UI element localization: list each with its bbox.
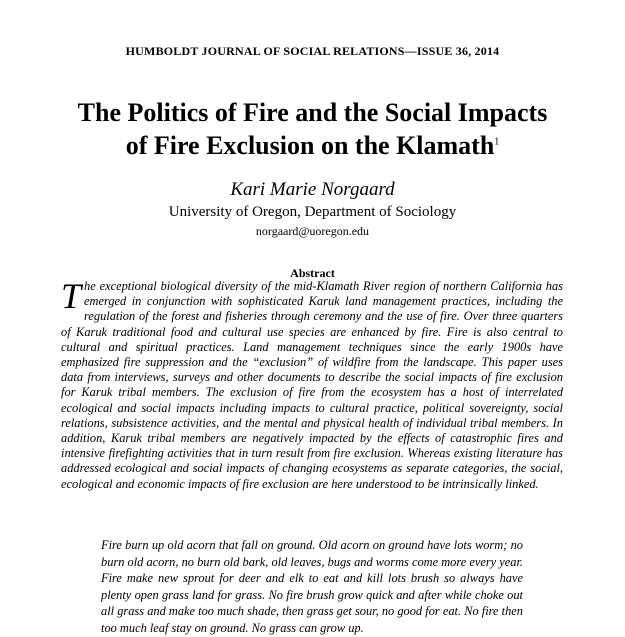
author-email[interactable]: norgaard@uoregon.edu xyxy=(255,224,370,238)
abstract-dropcap: T xyxy=(61,276,82,316)
author-affiliation: University of Oregon, Department of Sociology xyxy=(168,204,457,220)
abstract-heading: Abstract xyxy=(290,266,335,280)
journal-header: HUMBOLDT JOURNAL OF SOCIAL RELATIONS—ISSUE 36, 2014 xyxy=(125,44,500,58)
title-line-2-text: of Fire Exclusion on the Klamath xyxy=(125,131,495,160)
author-name: Kari Marie Norgaard xyxy=(230,179,395,200)
title-line-1: The Politics of Fire and the Social Impacts xyxy=(77,98,548,127)
article-title xyxy=(0,96,625,162)
abstract-body xyxy=(61,276,563,492)
title-footnote-marker[interactable]: 1 xyxy=(494,136,500,148)
title-line-2 xyxy=(0,129,625,162)
epigraph-quote: Fire burn up old acorn that fall on ground. Old acorn on ground have lots worm; no burn old acorn, no burn old bark, old leaves, bugs and worms come more every year. Fire make new sprout for deer and elk to eat and kill lots brush so always have plenty open grass land for grass. No fire brush grow quick and after while choke out all grass and make too much shade, then grass get sour, no good for eat. No fire then too much leaf stay on ground. No grass can grow up. xyxy=(101,538,523,635)
abstract-text: he exceptional biological diversity of the mid-Klamath River region of northern California has emerged in conjunction with sophisticated Karuk land management practices, including the regulation of the forest and fisheries through ceremony and the use of fire. Over three quarters of Karuk traditional food and cultural use species are enhanced by fire. Fire is also central to cultural and spiritual practices. Land management techniques since the early 1900s have emphasized fire suppression and the “exclusion” of wildfire from the landscape. This paper uses data from interviews, surveys and other documents to describe the social impacts of fire exclusion for Karuk tribal members. The exclusion of fire from the ecosystem has a host of interrelated ecological and social impacts including impacts to cultural practice, political sovereignty, social relations, subsistence activities, and the mental and physical health of individual tribal members. In addition, Karuk tribal members are negatively impacted by the effects of catastrophic fires and intensive firefighting activities that in turn result from fire exclusion. Whereas existing literature has addressed ecological and social impacts of changing ecosystems as separate categories, the social, ecological and economic impacts of fire exclusion are here understood to be intrinsically linked. xyxy=(61,279,563,491)
